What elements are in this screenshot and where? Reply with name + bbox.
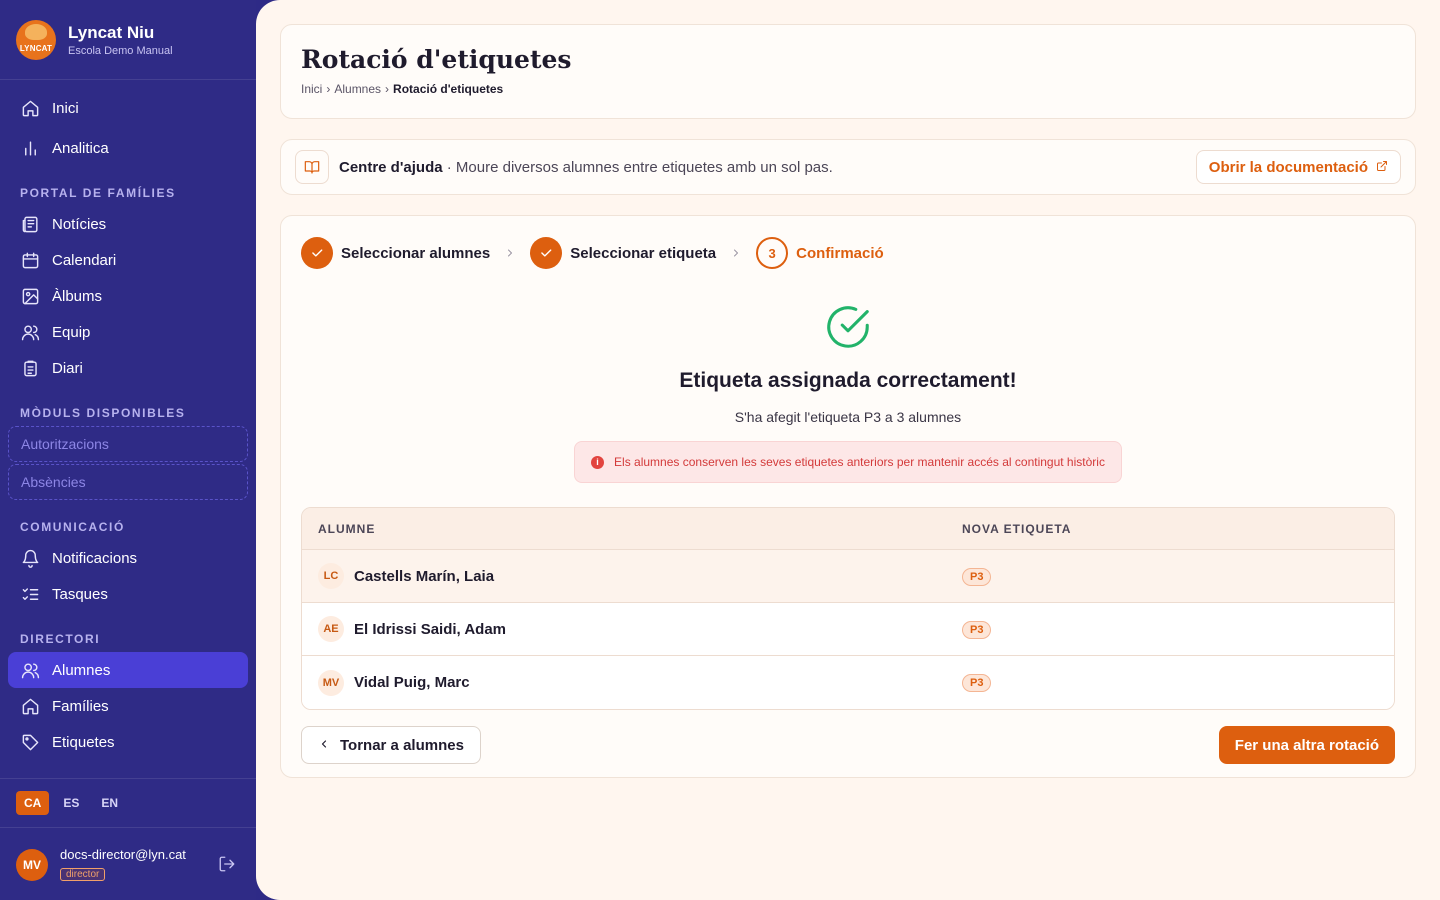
avatar: LC [318,563,344,589]
sidebar-item-label: Àlbums [52,287,103,305]
help-text [339,159,833,176]
info-icon: i [591,456,604,469]
wizard-actions [301,726,1395,764]
sidebar-item-students[interactable] [8,652,248,688]
sidebar-item-label: Etiquetes [52,733,115,751]
rotation-wizard [280,215,1416,778]
sidebar-item-label: Diari [52,359,83,377]
help-description: · Moure diversos alumnes entre etiquetes amb un sol pas. [446,158,833,176]
logout-icon[interactable] [218,855,236,878]
check-icon [530,237,562,269]
students-table [301,507,1395,710]
column-header-new-tag: NOVA ETIQUETA [962,521,1072,536]
role-badge: director [60,868,105,881]
tag-badge: P3 [962,674,991,692]
step-select-students[interactable] [301,237,490,269]
module-absences[interactable]: Absències [8,464,248,500]
sidebar-item-label: Tasques [52,585,108,603]
back-to-students-button[interactable] [301,726,481,764]
sidebar-item-label: Alumnes [52,661,111,679]
page-header [280,24,1416,119]
history-notice [574,441,1122,483]
sidebar-item-diary[interactable] [8,350,248,386]
success-panel [301,302,1395,483]
language-switcher [0,778,256,828]
step-number: 3 [756,237,788,269]
step-confirmation [756,237,884,269]
tag-badge: P3 [962,621,991,639]
clipboard-icon [20,358,40,378]
chevron-right-icon [504,247,516,259]
table-header [302,508,1394,550]
breadcrumb-students[interactable]: Alumnes [334,82,382,96]
help-banner [280,139,1416,195]
section-modules: MÒDULS DISPONIBLES [20,406,186,420]
module-authorizations[interactable]: Autoritzacions [8,426,248,462]
list-checks-icon [20,584,40,604]
sidebar-item-label: Inici [52,99,79,117]
sidebar-item-news[interactable] [8,206,248,242]
lyncat-logo: LYNCAT [16,20,56,60]
check-icon [301,237,333,269]
brand[interactable] [0,0,256,80]
sidebar-nav [0,80,256,760]
sidebar-item-analytics[interactable] [8,128,248,168]
wizard-steps [301,236,1395,270]
student-name: El Idrissi Saidi, Adam [354,620,506,638]
open-docs-label: Obrir la documentació [1208,158,1368,176]
sidebar-item-team[interactable] [8,314,248,350]
image-icon [20,286,40,306]
step-select-tag[interactable] [530,237,716,269]
section-communication: COMUNICACIÓ [20,520,125,534]
open-docs-button[interactable] [1196,150,1401,184]
breadcrumb-current: Rotació d'etiquetes [393,82,504,96]
sidebar-item-home[interactable] [8,88,248,128]
section-directory: DIRECTORI [20,632,101,646]
bell-icon [20,548,40,568]
tag-badge: P3 [962,568,991,586]
section-families-portal: PORTAL DE FAMÍLIES [20,186,176,200]
home-icon [20,98,40,118]
sidebar-item-families[interactable] [8,688,248,724]
column-header-student: ALUMNE [318,521,376,536]
lang-es-button[interactable]: ES [63,796,80,810]
user-email: docs-director@lyn.cat [60,847,186,862]
breadcrumb-separator: › [385,82,390,96]
breadcrumb-home[interactable]: Inici [301,82,323,96]
tag-icon [20,732,40,752]
lang-ca-button[interactable]: CA [16,791,49,815]
table-row[interactable] [302,603,1394,656]
calendar-icon [20,250,40,270]
sidebar-item-tasks[interactable] [8,576,248,612]
lang-en-button[interactable]: EN [101,796,119,810]
avatar: AE [318,616,344,642]
users-icon [20,660,40,680]
newspaper-icon [20,214,40,234]
user-panel [0,829,256,900]
new-rotation-button[interactable]: Fer una altra rotació [1219,726,1395,764]
sidebar [0,0,256,900]
sidebar-item-tags[interactable] [8,724,248,760]
check-circle-icon [301,302,1395,357]
users-icon [20,322,40,342]
chevron-left-icon [318,737,330,754]
success-subtitle: S'ha afegit l'etiqueta P3 a 3 alumnes [734,409,962,425]
step-label: Seleccionar etiqueta [570,244,717,262]
sidebar-item-label: Notificacions [52,549,138,567]
home-icon [20,696,40,716]
sidebar-item-calendar[interactable] [8,242,248,278]
bar-chart-icon [20,138,40,158]
brand-name: Lyncat Niu [68,22,155,42]
sidebar-item-label: Equip [52,323,91,341]
chevron-right-icon [730,247,742,259]
notice-text: Els alumnes conserven les seves etiquetes anteriors per mantenir accés al contingut històric [614,455,1105,469]
sidebar-item-label: Analitica [52,139,109,157]
breadcrumb-separator: › [326,82,331,96]
school-name: Escola Demo Manual [68,44,173,57]
sidebar-item-label: Notícies [52,215,107,233]
sidebar-item-label: Calendari [52,251,117,269]
sidebar-item-label: Famílies [52,697,109,715]
back-button-label: Tornar a alumnes [340,736,464,754]
step-label: Confirmació [796,244,884,262]
sidebar-item-notifications[interactable] [8,540,248,576]
step-label: Seleccionar alumnes [341,244,491,262]
student-name: Castells Marín, Laia [354,567,495,585]
book-icon [295,150,329,184]
external-link-icon [1376,159,1388,176]
student-name: Vidal Puig, Marc [354,674,470,691]
table-row[interactable] [302,550,1394,603]
avatar: MV [318,670,344,696]
avatar[interactable]: MV [16,849,48,881]
help-title: Centre d'ajuda [339,158,443,176]
breadcrumb [301,82,1395,96]
main-content [256,0,1440,900]
sidebar-item-albums[interactable] [8,278,248,314]
table-row[interactable] [302,656,1394,709]
success-title: Etiqueta assignada correctament! [679,369,1017,392]
page-title: Rotació d'etiquetes [301,45,572,74]
